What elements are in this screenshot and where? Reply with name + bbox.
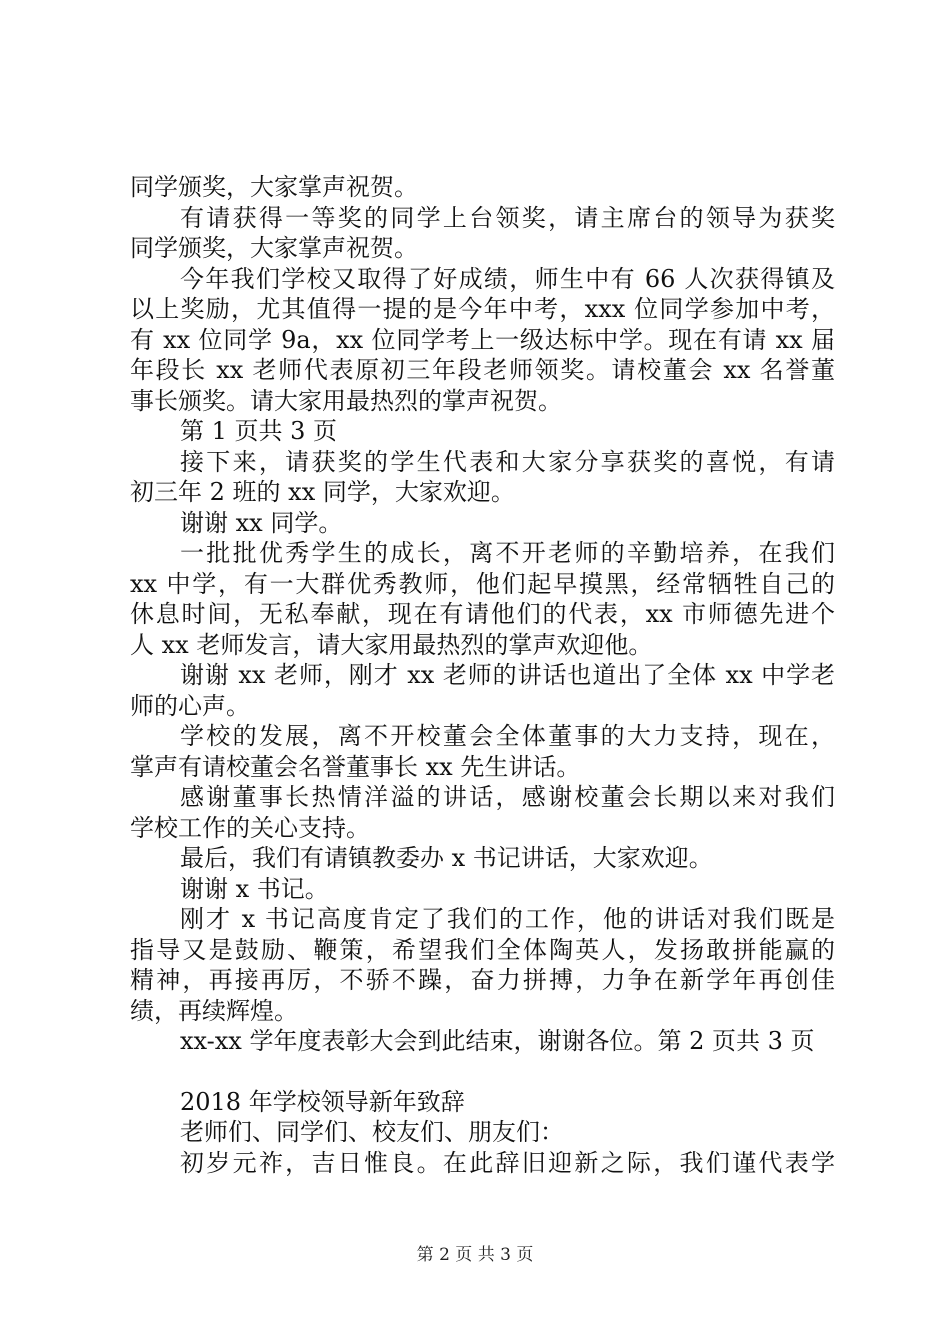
text-line: 同学颁奖，大家掌声祝贺。: [130, 173, 418, 201]
text-line: 以上奖励，尤其值得一提的是今年中考，xxx 位同学参加中考，: [130, 295, 835, 323]
text-line: 第 1 页共 3 页: [180, 417, 338, 445]
text-line: 谢谢 x 书记。: [180, 874, 329, 903]
text-line: 最后，我们有请镇教委办 x 书记讲话，大家欢迎。: [180, 844, 713, 872]
text-line: 感谢董事长热情洋溢的讲话，感谢校董会长期以来对我们: [180, 783, 835, 811]
text-line: 今年我们学校又取得了好成绩，师生中有 66 人次获得镇及: [180, 264, 835, 293]
page-footer: 第 2 页 共 3 页: [416, 1245, 534, 1265]
text-line: xx-xx 学年度表彰大会到此结束，谢谢各位。第 2 页共 3 页: [180, 1027, 815, 1055]
text-line: 掌声有请校董会名誉董事长 xx 先生讲话。: [130, 752, 581, 781]
text-line: 精神，再接再厉，不骄不躁，奋力拼搏，力争在新学年再创佳: [130, 966, 835, 994]
text-line: 接下来，请获奖的学生代表和大家分享获奖的喜悦，有请: [180, 447, 835, 476]
text-line: 师的心声。: [130, 691, 250, 720]
text-line: 休息时间，无私奉献，现在有请他们的代表，xx 市师德先进个: [130, 600, 835, 628]
text-line: 谢谢 xx 老师，刚才 xx 老师的讲话也道出了全体 xx 中学老: [180, 661, 835, 689]
text-line: 事长颁奖。请大家用最热烈的掌声祝贺。: [130, 386, 562, 415]
text-line: 2018 年学校领导新年致辞: [180, 1087, 465, 1116]
text-line: 老师们、同学们、校友们、朋友们：: [180, 1118, 564, 1146]
text-line: 学校的发展，离不开校董会全体董事的大力支持，现在，: [180, 722, 835, 750]
text-line: 绩，再续辉煌。: [130, 996, 298, 1025]
text-line: 指导又是鼓励、鞭策，希望我们全体陶英人，发扬敢拼能赢的: [130, 935, 835, 964]
text-line: 初岁元祚，吉日惟良。在此辞旧迎新之际，我们谨代表学: [180, 1148, 835, 1177]
text-line: 有 xx 位同学 9a，xx 位同学考上一级达标中学。现在有请 xx 届: [130, 325, 835, 354]
text-line: 有请获得一等奖的同学上台领奖，请主席台的领导为获奖: [180, 203, 835, 232]
document-body: [130, 172, 835, 1178]
text-line: 年段长 xx 老师代表原初三年段老师领奖。请校董会 xx 名誉董: [130, 356, 835, 384]
text-line: 谢谢 xx 同学。: [180, 508, 343, 537]
text-line: 学校工作的关心支持。: [130, 813, 370, 842]
text-line: xx 中学，有一大群优秀教师，他们起早摸黑，经常牺牲自己的: [130, 569, 835, 598]
text-line: 人 xx 老师发言，请大家用最热烈的掌声欢迎他。: [130, 630, 653, 659]
text-line: 同学颁奖，大家掌声祝贺。: [130, 234, 418, 262]
text-line: 刚才 x 书记高度肯定了我们的工作，他的讲话对我们既是: [180, 905, 835, 933]
text-line: 一批批优秀学生的成长，离不开老师的辛勤培养，在我们: [180, 539, 835, 567]
paragraph-gap: [130, 1057, 835, 1087]
text-line: 初三年 2 班的 xx 同学，大家欢迎。: [130, 478, 515, 506]
